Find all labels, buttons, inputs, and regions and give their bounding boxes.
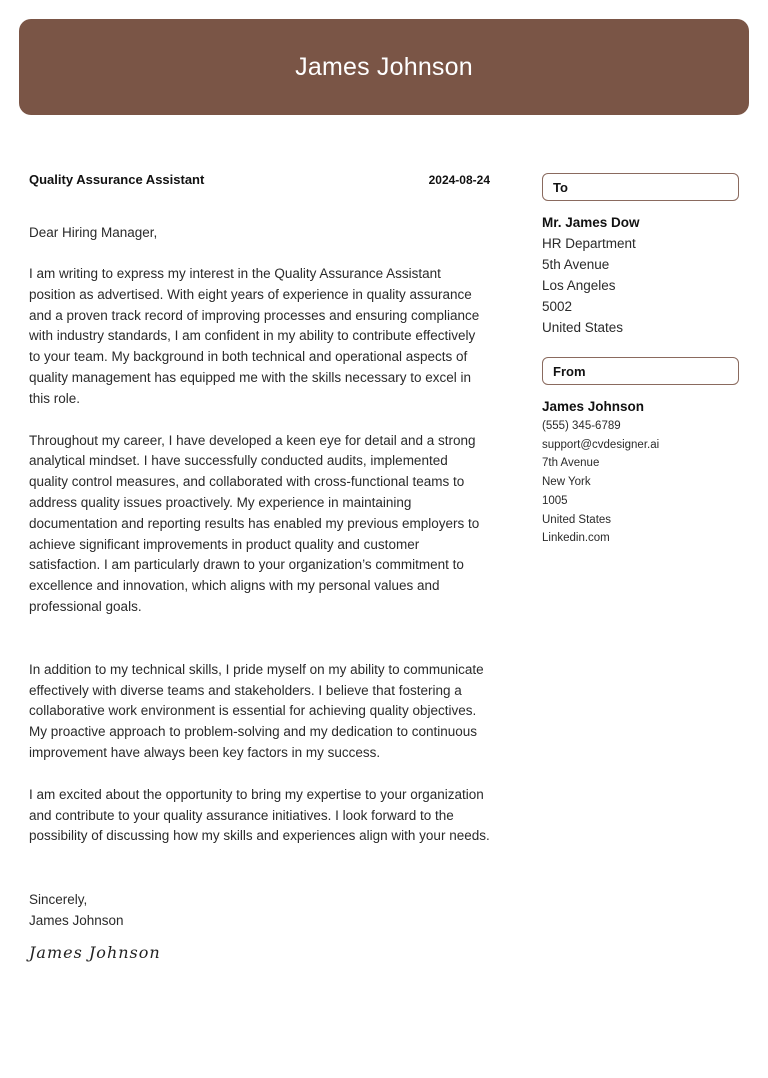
letter-body <box>29 172 490 962</box>
sender-email: support@cvdesigner.ai <box>542 438 660 451</box>
paragraph-2: Throughout my career, I have developed a keen eye for detail and a strong analytical mindset. I have successfully conducted audits, implemented quality control measures, and collaborated with cross-functional teams to address quality issues proactively. My experience in maintaining documentation and reporting results has enabled my previous employers to achieve significant improvements in product quality and customer satisfaction. I am particularly drawn to your organization’s commitment to excellence and innovation, which aligns with my personal values and professional goals. <box>29 432 480 614</box>
sender-street: 7th Avenue <box>542 457 600 470</box>
sender-phone: (555) 345-6789 <box>542 420 621 432</box>
closing-name: James Johnson <box>29 913 124 929</box>
sender-city: New York <box>542 476 591 489</box>
closing: Sincerely, <box>29 892 88 908</box>
to-heading-box <box>542 173 739 201</box>
closing-block <box>29 889 490 931</box>
salutation: Dear Hiring Manager, <box>29 225 158 240</box>
header-banner <box>19 19 749 115</box>
recipient-block <box>542 212 739 338</box>
from-heading: From <box>553 363 586 379</box>
contact-sidebar <box>542 173 739 548</box>
sender-country: United States <box>542 513 612 526</box>
to-heading: To <box>553 179 568 195</box>
recipient-department: HR Department <box>542 236 636 251</box>
recipient-postal: 5002 <box>542 299 573 314</box>
title-row <box>29 172 490 192</box>
job-title: Quality Assurance Assistant <box>29 172 205 187</box>
header-name: James Johnson <box>295 52 473 81</box>
recipient-street: 5th Avenue <box>542 257 610 272</box>
paragraph-3: In addition to my technical skills, I pride myself on my ability to communicate effectively with diverse teams and stakeholders. I believe that fostering a collaborative work environment is essential for achieving quality objectives. My proactive approach to problem-solving and my dedication to continuous improvement have always been key factors in my success. <box>29 661 484 760</box>
sender-block <box>542 397 739 548</box>
recipient-name: Mr. James Dow <box>542 215 640 230</box>
sender-website: Linkedin.com <box>542 532 610 545</box>
signature: James Johnson <box>29 943 161 963</box>
sender-name: James Johnson <box>542 399 645 414</box>
paragraph-1: I am writing to express my interest in the Quality Assurance Assistant position as advertised. With eight years of experience in quality assurance and a proven track record of improving processes and ensuring compliance with industry standards, I am confident in my ability to contribute effectively to your team. My background in both technical and operational aspects of quality management has equipped me with the skills necessary to excel in this role. <box>29 266 480 406</box>
sender-postal: 1005 <box>542 494 568 507</box>
paragraph-4: I am excited about the opportunity to bring my expertise to your organization and contribute to your quality assurance initiatives. I look forward to the possibility of discussing how my skills and experiences align with your needs. <box>29 786 490 844</box>
from-heading-box <box>542 357 739 385</box>
recipient-city: Los Angeles <box>542 278 616 293</box>
recipient-country: United States <box>542 320 624 335</box>
letter-date: 2024-08-24 <box>428 173 490 187</box>
